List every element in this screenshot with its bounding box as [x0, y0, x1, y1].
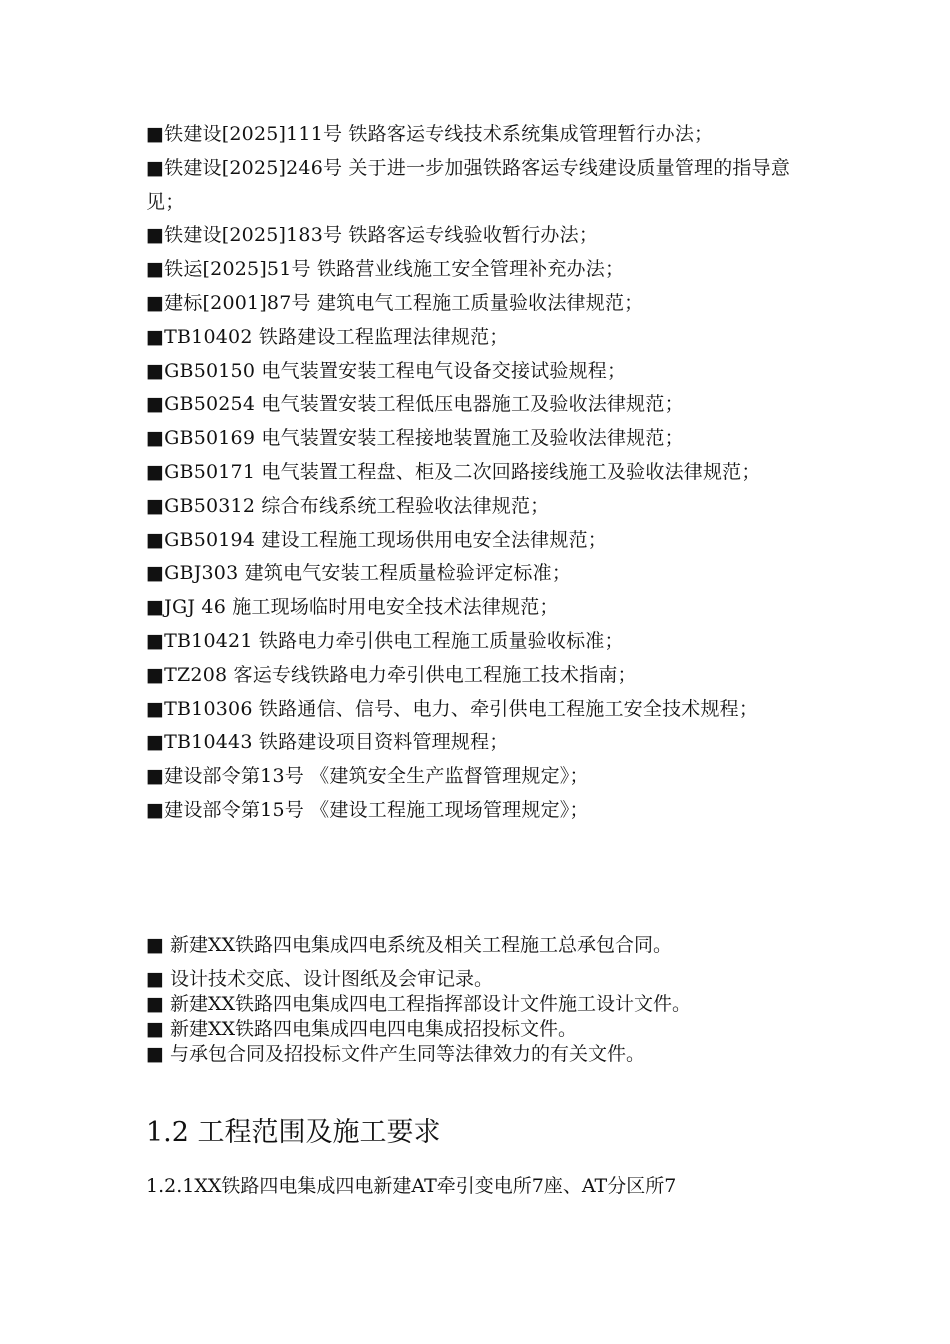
list-item: ■TB10306 铁路通信、信号、电力、牵引供电工程施工安全技术规程；: [146, 697, 759, 720]
list-item: ■TB10443 铁路建设项目资料管理规程；: [146, 731, 509, 754]
list-item: ■GB50150 电气装置安装工程电气设备交接试验规程；: [146, 359, 627, 382]
list-item: ■建设部令第15号 《建设工程施工现场管理规定》；: [146, 798, 589, 821]
list-item: ■ 新建XX铁路四电集成四电工程指挥部设计文件施工设计文件。: [146, 993, 692, 1015]
list-item: ■铁建设[2025]111号 铁路客运专线技术系统集成管理暂行办法；: [146, 123, 714, 145]
list-item: ■ 设计技术交底、设计图纸及会审记录。: [146, 968, 493, 990]
list-item: ■TB10421 铁路电力牵引供电工程施工质量验收标准；: [146, 629, 624, 652]
list-item: ■ 新建XX铁路四电集成四电四电集成招投标文件。: [146, 1018, 578, 1040]
list-item: ■GB50312 综合布线系统工程验收法律规范；: [146, 494, 550, 517]
list-item: ■铁建设[2025]183号 铁路客运专线验收暂行办法；: [146, 224, 599, 247]
list-item: ■铁建设[2025]246号 关于进一步加强铁路客运专线建设质量管理的指导意见；: [146, 156, 791, 213]
list-item: ■TB10402 铁路建设工程监理法律规范；: [146, 325, 509, 348]
list-item: ■JGJ 46 施工现场临时用电安全技术法律规范；: [146, 596, 559, 619]
standards-list: [146, 118, 816, 828]
list-item: ■GB50194 建设工程施工现场供用电安全法律规范；: [146, 528, 607, 551]
list-item: ■ 新建XX铁路四电集成四电系统及相关工程施工总承包合同。: [146, 934, 673, 956]
list-item: ■铁运[2025]51号 铁路营业线施工安全管理补充办法；: [146, 258, 625, 281]
body-paragraph: 1.2.1XX铁路四电集成四电新建AT牵引变电所7座、AT分区所7: [146, 1175, 677, 1197]
list-item: ■建设部令第13号 《建筑安全生产监督管理规定》；: [146, 765, 589, 788]
contract-documents-list: [146, 930, 826, 1067]
list-item: ■GBJ303 建筑电气安装工程质量检验评定标准；: [146, 562, 572, 585]
list-item: ■TZ208 客运专线铁路电力牵引供电工程施工技术指南；: [146, 663, 637, 686]
section-heading: 1.2 工程范围及施工要求: [146, 1117, 441, 1148]
list-item: ■ 与承包合同及招投标文件产生同等法律效力的有关文件。: [146, 1043, 645, 1065]
list-item: ■GB50254 电气装置安装工程低压电器施工及验收法律规范；: [146, 393, 684, 416]
list-item: ■GB50171 电气装置工程盘、柜及二次回路接线施工及验收法律规范；: [146, 460, 761, 483]
list-item: ■GB50169 电气装置安装工程接地装置施工及验收法律规范；: [146, 427, 684, 450]
list-item: ■建标[2001]87号 建筑电气工程施工质量验收法律规范；: [146, 291, 644, 314]
